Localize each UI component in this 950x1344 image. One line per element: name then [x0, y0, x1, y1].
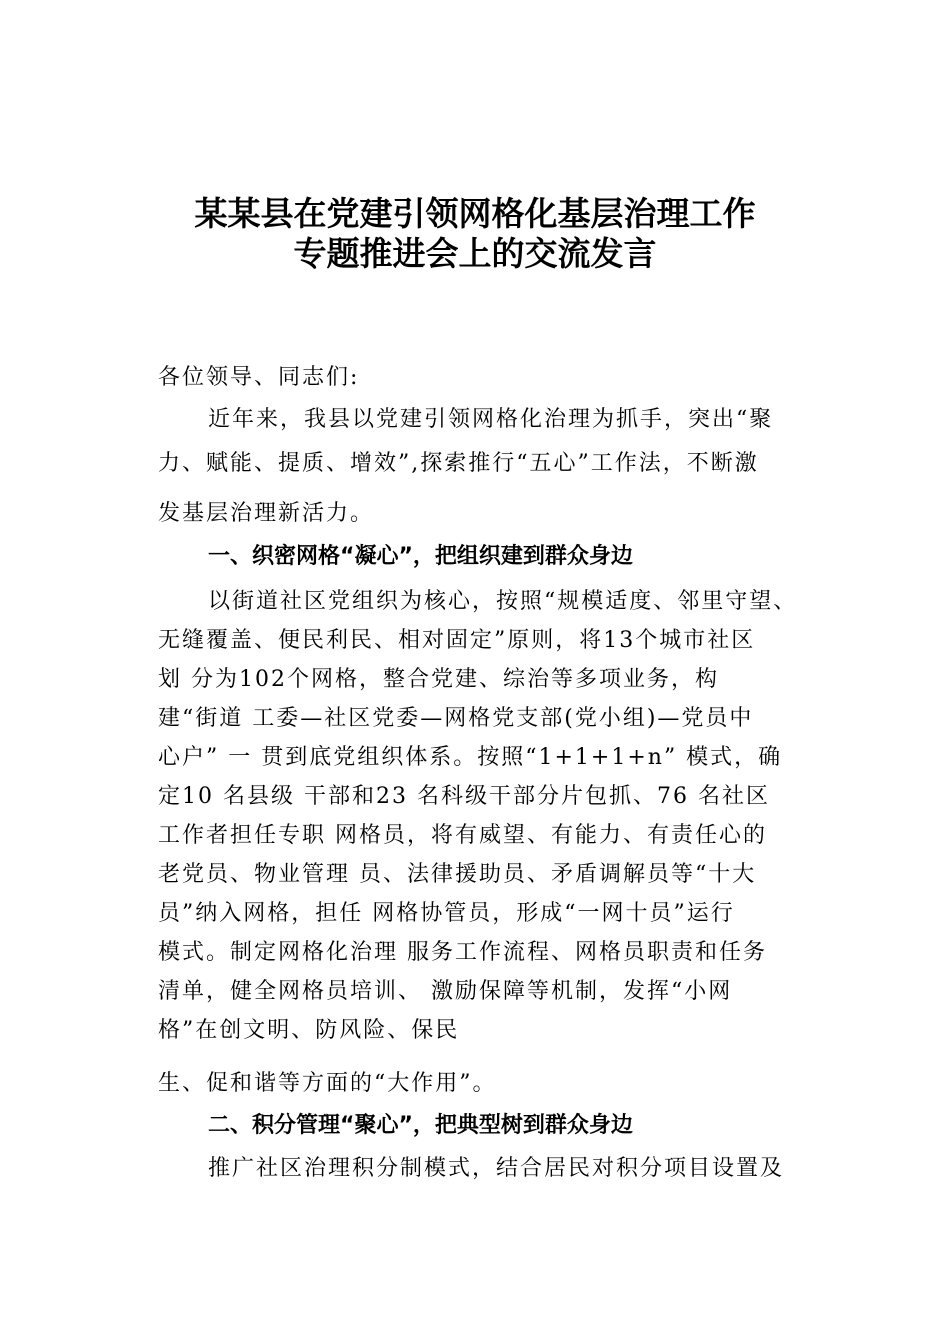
intro-line-3: 发基层治理新活力。	[158, 501, 375, 526]
section1-line-6: 定10 名县级 干部和23 名科级干部分片包抓、76 名社区	[158, 784, 770, 809]
document-title-line-1: 某某县在党建引领网格化基层治理工作	[194, 194, 756, 233]
section1-line-1: 以街道社区党组织为核心，按照“规模适度、邻里守望、	[208, 589, 798, 614]
section2-line-1: 推广社区治理积分制模式，结合居民对积分项目设置及	[208, 1156, 785, 1181]
section1-line-8: 老党员、物业管理 员、法律援助员、矛盾调解员等“十大	[158, 862, 757, 887]
intro-line-2: 力、赋能、提质、增效”,探索推行“五心”工作法，不断激	[158, 451, 759, 476]
section1-line-4: 建“街道 工委—社区党委—网格党支部(党小组)—党员中	[158, 706, 754, 731]
section1-line-13: 生、促和谐等方面的“大作用”。	[158, 1071, 497, 1096]
section1-line-3: 划 分为102个网格，整合党建、综治等多项业务，构	[158, 667, 719, 692]
intro-line-1: 近年来，我县以党建引领网格化治理为抓手，突出“聚	[208, 407, 774, 432]
section1-line-5: 心户” 一 贯到底党组织体系。按照“1+1+1+n” 模式，确	[158, 745, 783, 770]
section1-line-7: 工作者担任专职 网格员，将有威望、有能力、有责任心的	[158, 823, 767, 848]
section1-line-10: 模式。制定网格化治理 服务工作流程、网格员职责和任务	[158, 940, 767, 965]
section1-heading: 一、织密网格“凝心”，把组织建到群众身边	[208, 544, 633, 569]
section1-line-2: 无缝覆盖、便民利民、相对固定”原则，将13个城市社区	[158, 628, 756, 653]
section1-line-9: 员”纳入网格，担任 网格协管员，形成“一网十员”运行	[158, 901, 735, 926]
salutation: 各位领导、同志们:	[158, 365, 360, 390]
section2-heading: 二、积分管理“聚心”，把典型树到群众身边	[208, 1113, 633, 1138]
document-title-line-2: 专题推进会上的交流发言	[293, 234, 657, 273]
section1-line-12: 格”在创文明、防风险、保民	[158, 1018, 460, 1043]
section1-line-11: 清单，健全网格员培训、 激励保障等机制，发挥“小网	[158, 979, 733, 1004]
